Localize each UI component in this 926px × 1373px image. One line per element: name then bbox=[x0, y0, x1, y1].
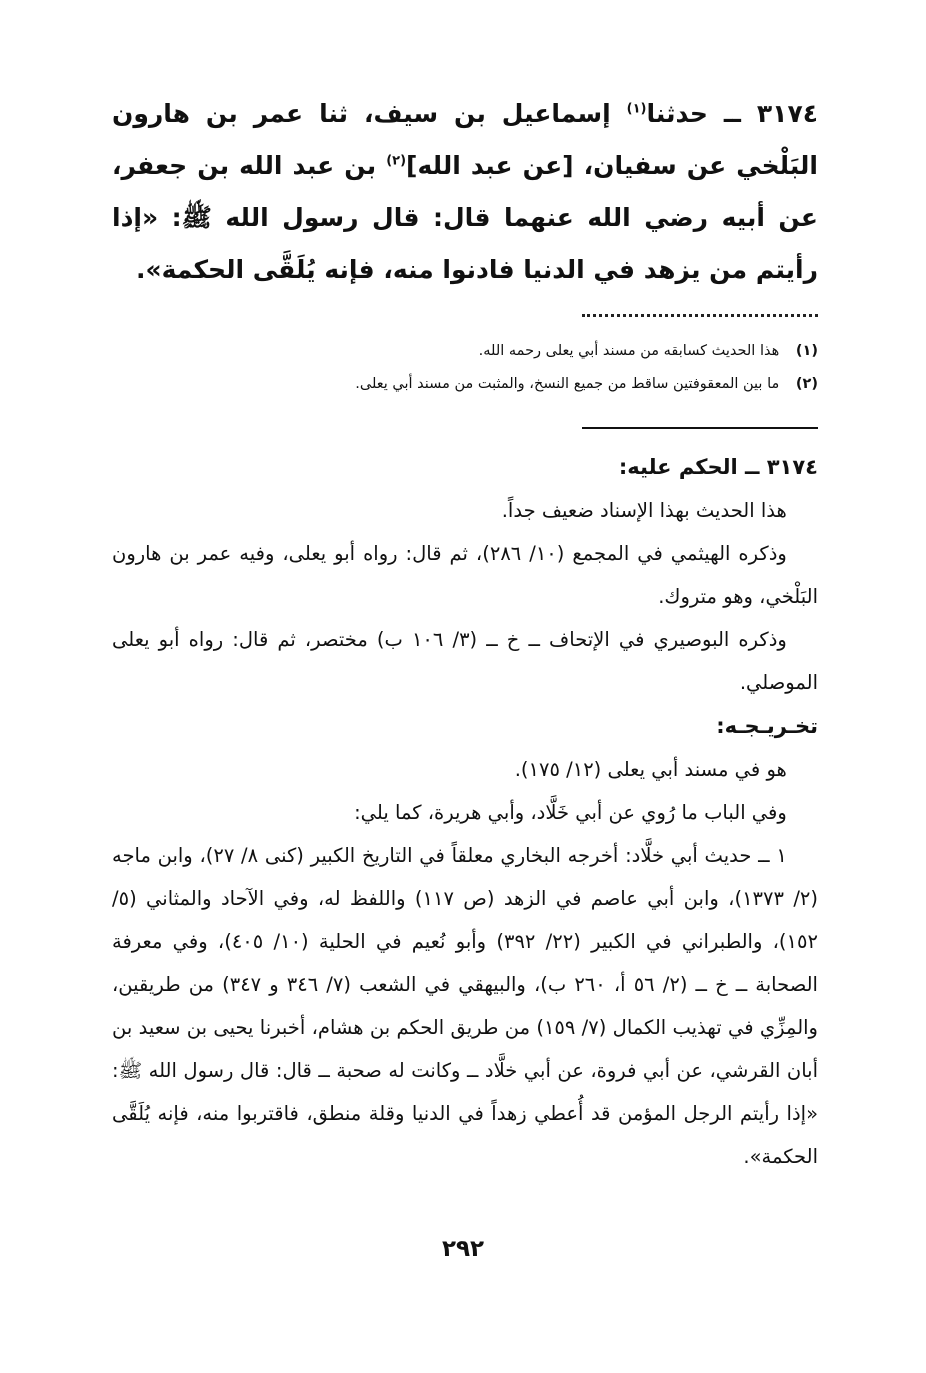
page-body bbox=[112, 88, 818, 1178]
ruling-paragraph-3: وذكره البوصيري في الإتحاف ــ خ ــ (٣/ ١٠٦ ب) مختصر، ثم قال: رواه أبو يعلى الموصلي. bbox=[112, 628, 818, 694]
footnote-1-number: (١) bbox=[795, 343, 818, 359]
footnote-2 bbox=[112, 368, 818, 401]
ruling-heading: ٣١٧٤ ــ الحكم عليه: bbox=[618, 455, 818, 479]
footnote-separator bbox=[582, 314, 818, 319]
takhrij-paragraph-2: وفي الباب ما رُوي عن أبي خَلَّاد، وأبي هريرة، كما يلي: bbox=[354, 801, 787, 824]
footnote-2-number: (٢) bbox=[795, 376, 818, 392]
hadith-text bbox=[112, 88, 818, 296]
hadith-text-c: بن عبد الله بن جعفر، عن أبيه رضي الله عنهما قال: قال رسول الله ﷺ: «إذا رأيتم من يزهد في الدنيا فادنوا منه، فإنه يُلَقَّى الحكمة». bbox=[112, 151, 818, 284]
takhrij-heading: تخـريـجـه: bbox=[716, 714, 818, 738]
ruling-paragraph-2: وذكره الهيثمي في المجمع (١٠/ ٢٨٦)، ثم قال: رواه أبو يعلى، وفيه عمر بن هارون البَلْخي، وهو متروك. bbox=[112, 542, 818, 608]
footnote-ref-1: (١) bbox=[626, 101, 647, 117]
footnote-2-text: ما بين المعقوفتين ساقط من جميع النسخ، والمثبت من مسند أبي يعلى. bbox=[355, 376, 780, 392]
takhrij-paragraph-1: هو في مسند أبي يعلى (١٢/ ١٧٥). bbox=[514, 758, 787, 781]
section-divider bbox=[582, 427, 818, 429]
hadith-dash: ــ bbox=[723, 99, 741, 128]
hadith-text-b: إسماعيل بن سيف، ثنا عمر بن هارون البَلْخي عن سفيان، [عن عبد الله] bbox=[112, 99, 818, 180]
footnote-ref-2: (٢) bbox=[386, 153, 407, 169]
hadith-number: ٣١٧٤ bbox=[756, 99, 818, 128]
footnote-1-text: هذا الحديث كسابقه من مسند أبي يعلى رحمه الله. bbox=[478, 343, 780, 359]
hadith-text-a: حدثنا bbox=[646, 99, 708, 128]
footnotes bbox=[112, 335, 818, 401]
footnote-1 bbox=[112, 335, 818, 368]
ruling-paragraph-1: هذا الحديث بهذا الإسناد ضعيف جداً. bbox=[501, 499, 787, 522]
takhrij-paragraph-3: ١ ــ حديث أبي خلَّاد: أخرجه البخاري معلقاً في التاريخ الكبير (كنى ٨/ ٢٧)، وابن ماجه (٢/ ١٣٧٣)، وابن أبي عاصم في الزهد (ص ١١٧) واللفظ له، وفي الآحاد والمثاني (٥/ ١٥٢)، والطبراني في الكبير (٢٢/ ٣٩٢) وأبو نُعيم في الحلية (١٠/ ٤٠٥)، وفي معرفة الصحابة ــ خ ــ (٢/ ٥٦ أ، ٢٦٠ ب)، والبيهقي في الشعب (٧/ ٣٤٦ و ٣٤٧) من طريقين، والمِزِّي في تهذيب الكمال (٧/ ١٥٩) من طريق الحكم بن هشام، أخبرنا يحيى بن سعيد بن أبان القرشي، عن أبي فروة، عن أبي خلَّاد ــ وكانت له صحبة ــ قال: قال رسول الله ﷺ: «إذا رأيتم الرجل المؤمن قد أُعطي زهداً في الدنيا وقلة منطق، فاقتربوا منه، فإنه يُلَقَّى الحكمة». bbox=[112, 844, 818, 1168]
page-number: ٢٩٢ bbox=[441, 1236, 485, 1262]
